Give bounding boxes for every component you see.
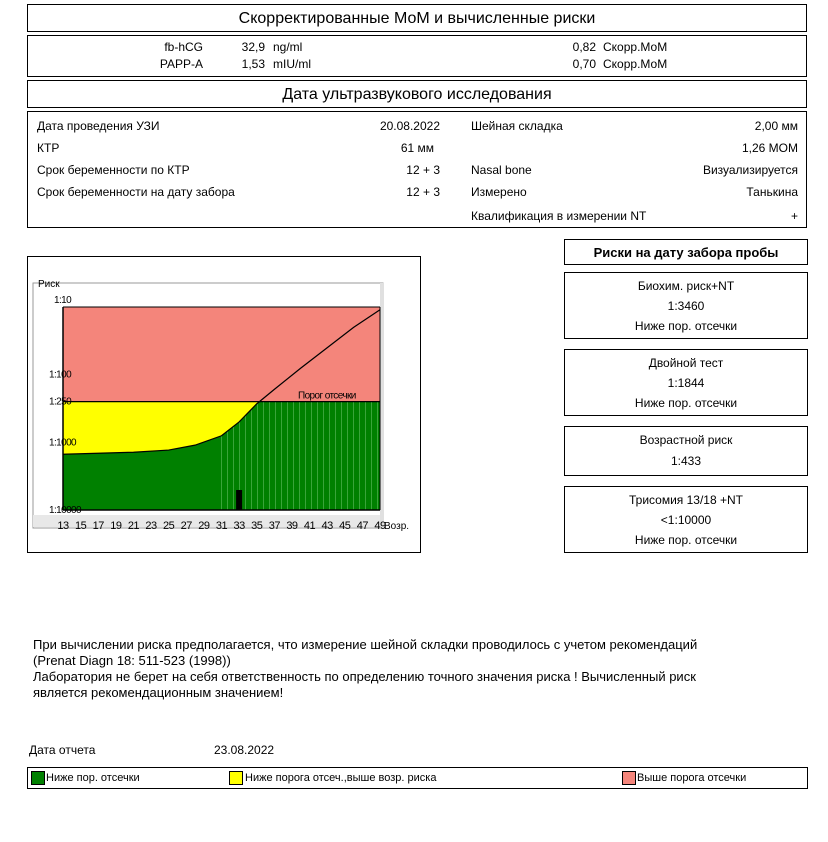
us-value: 12 + 3: [406, 163, 440, 177]
y-tick-label: 1:250: [49, 396, 72, 408]
us-value: 2,00 мм: [754, 119, 798, 133]
x-tick-label: 47: [356, 520, 369, 532]
risk-status: Ниже пор. отсечки: [634, 533, 738, 547]
note-line: При вычислении риска предполагается, что измерение шейной складки проводилось с учетом рекомендаций: [33, 637, 698, 652]
x-tick-label: 25: [163, 520, 175, 532]
marker-mom-label: Скорр.МоМ: [603, 57, 668, 71]
x-tick-label: 45: [339, 520, 351, 532]
us-value: Танькина: [746, 185, 798, 199]
ultrasound-title-box: [27, 80, 807, 108]
us-value: Визуализируется: [702, 163, 798, 177]
legend-label: Ниже порога отсеч.,выше возр. риска: [245, 772, 437, 784]
risks-title: Риски на дату забора пробы: [593, 245, 779, 260]
marker-name: fb-hCG: [164, 40, 203, 54]
us-value: 1,26 МОМ: [741, 141, 798, 155]
chart-xlabel: Возр.: [384, 521, 410, 532]
us-label: Дата проведения УЗИ: [37, 119, 160, 133]
risks-title-box: [564, 239, 808, 265]
x-tick-label: 19: [110, 520, 122, 532]
legend-swatch-green: [31, 771, 45, 785]
x-tick-label: 17: [92, 520, 104, 532]
y-tick-label: 1:100: [49, 369, 72, 381]
x-tick-label: 49: [374, 520, 386, 532]
risk-card: [564, 486, 808, 553]
ultrasound-title: Дата ультразвукового исследования: [282, 86, 552, 103]
note-line: Лаборатория не берет на себя ответственность по определению точного значения риска ! Вычисленный риск: [33, 669, 696, 684]
threshold-label: Порог отсечки: [298, 390, 356, 402]
marker-unit: mIU/ml: [273, 57, 311, 71]
x-tick-label: 27: [180, 520, 192, 532]
y-tick-label: 1:1000: [49, 437, 76, 449]
patient-marker: [236, 490, 242, 510]
markers-box: [27, 35, 807, 77]
x-tick-label: 13: [57, 520, 69, 532]
x-tick-label: 33: [233, 520, 245, 532]
marker-mom: 0,70: [572, 57, 596, 71]
report-date-label: Дата отчета: [29, 743, 96, 757]
x-tick-label: 15: [74, 520, 87, 532]
risk-name: Двойной тест: [648, 356, 724, 370]
x-tick-label: 23: [145, 520, 157, 532]
us-label: КТР: [37, 141, 60, 155]
risk-name: Возрастной риск: [639, 433, 733, 447]
legend-swatch-red: [622, 771, 636, 785]
risk-chart: [28, 257, 420, 552]
note-line: (Prenat Diagn 18: 511-523 (1998)): [33, 653, 231, 668]
risk-name: Биохим. риск+NT: [637, 279, 735, 293]
legend-label: Ниже пор. отсечки: [46, 772, 140, 784]
us-value: +: [790, 209, 798, 223]
x-tick-label: 41: [303, 520, 316, 532]
risk-status: Ниже пор. отсечки: [634, 396, 738, 410]
marker-value: 1,53: [241, 57, 265, 71]
risk-card: [564, 272, 808, 339]
notes: [33, 637, 697, 701]
marker-name: PAPP-A: [159, 57, 203, 71]
risk-value: 1:1844: [667, 376, 705, 390]
ultrasound-box: [27, 111, 807, 228]
risk-value: <1:10000: [660, 513, 712, 527]
us-label: Квалификация в измерении NT: [471, 209, 647, 223]
us-label: Измерено: [471, 185, 527, 199]
marker-mom-label: Скорр.МоМ: [603, 40, 668, 54]
risk-card: [564, 349, 808, 416]
chart-ylabel: Риск: [38, 279, 60, 290]
us-value: 12 + 3: [406, 185, 440, 199]
x-tick-label: 31: [215, 520, 228, 532]
y-tick-label: 1:10000: [49, 505, 81, 516]
marker-mom: 0,82: [572, 40, 596, 54]
chart-box: [27, 256, 421, 553]
us-label: Nasal bone: [471, 163, 532, 177]
us-label: Шейная складка: [471, 119, 563, 133]
note-line: является рекомендационным значением!: [33, 685, 284, 700]
report-date: 23.08.2022: [214, 743, 275, 757]
x-tick-label: 43: [321, 520, 333, 532]
legend-box: [27, 767, 808, 789]
us-label: Срок беременности по КТР: [37, 163, 190, 177]
x-tick-label: 29: [198, 520, 210, 532]
risk-status: Ниже пор. отсечки: [634, 319, 738, 333]
legend-swatch-yellow: [229, 771, 243, 785]
chart-scroll-strip: [380, 283, 384, 528]
risk-value: 1:3460: [667, 299, 705, 313]
zone-above-threshold: [63, 307, 380, 402]
risk-card: [564, 426, 808, 476]
us-value: 20.08.2022: [379, 119, 440, 133]
marker-value: 32,9: [241, 40, 265, 54]
marker-unit: ng/ml: [273, 40, 303, 54]
x-tick-label: 39: [286, 520, 298, 532]
header-box: [27, 4, 807, 32]
x-tick-label: 21: [127, 520, 140, 532]
legend-label: Выше порога отсечки: [637, 772, 747, 784]
us-value: 61 мм: [400, 141, 434, 155]
y-tick-label: 1:10: [54, 295, 72, 306]
us-label: Срок беременности на дату забора: [37, 185, 235, 199]
risk-name: Трисомия 13/18 +NT: [629, 493, 743, 507]
page-title: Скорректированные МоМ и вычисленные риски: [238, 10, 596, 27]
risk-value: 1:433: [670, 454, 702, 468]
x-tick-label: 37: [268, 520, 280, 532]
x-tick-label: 35: [251, 520, 263, 532]
